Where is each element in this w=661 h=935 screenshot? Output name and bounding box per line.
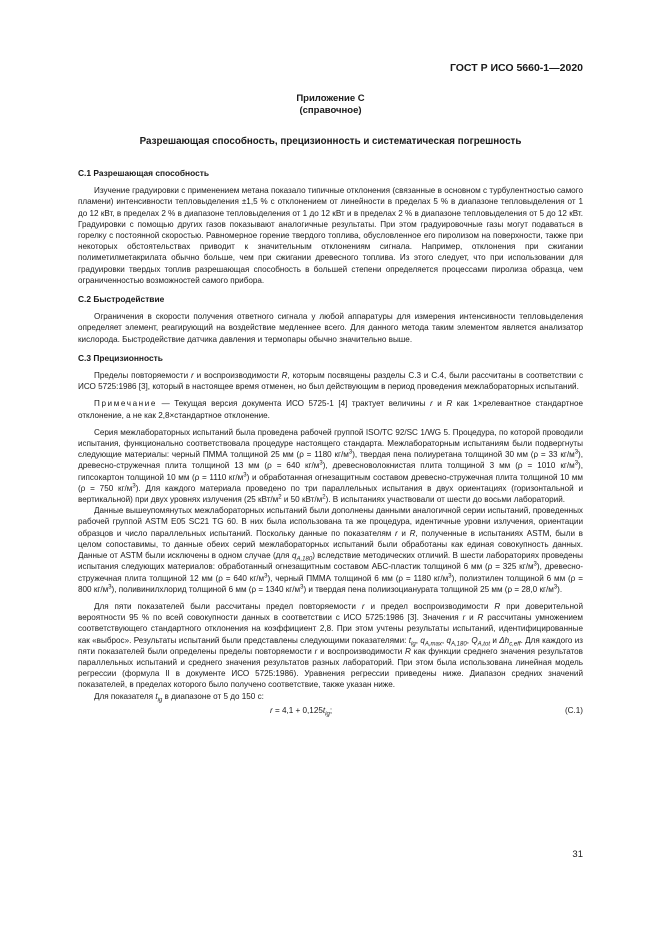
formula-expression: $r = 4,1 + 0,125t_{ig}$; <box>270 705 333 718</box>
note-label: Примечание <box>94 399 158 409</box>
paragraph-c3-tig: Для показателя $t_{ig}$ в диапазоне от 5 до 150 с: <box>94 691 264 704</box>
standard-code-header: ГОСТ Р ИСО 5660-1—2020 <box>449 62 583 74</box>
paragraph-c3-limits: Для пяти показателей были рассчитаны предел повторяемости r и предел воспроизводимости R при доверительной вероятности 95 % по всей совокупности данных в соответствии с ИСО 5725:1986 [3]. Значения r и R рассчитаны умножением соответствующего стандартного отклонения на коэффициент 2,8. При этом учтены результаты испытаний, идентифицированные как «выброс». Результаты испытаний были представлены следующими показателями: $t_{ig}$, $q_{A,max}$, $q_{A,180}$, $Q_{A,tot}$ и $\Delta h_{c,eff}$. Для каждого из пяти показателей были определены пределы повторяемости r и воспроизводимости R как функции среднего значения результатов параллельных испытаний и среднего значения результатов разных лабораторий. При этом была использована линейная модель регрессии (формула II в документе ИСО 5725:1986). Уравнения регрессии приведены ниже. Диапазон средних значений показателей, в пределах которого было получено соответствие, также указан ниже. <box>78 601 584 690</box>
paragraph-c3-intro: Пределы повторяемости r и воспроизводимости R, которым посвящены разделы С.3 и С.4, были рассчитаны в соответствии с ИСО 5725:1986 [3], который в настоящее время отменен, но был действующим в период проведения межлабораторных испытаний. <box>78 371 584 392</box>
formula-number: (С.1) <box>564 705 583 715</box>
page-number: 31 <box>572 849 583 860</box>
appendix-heading <box>0 93 661 117</box>
paragraph-c2-response: Ограничения в скорости получения ответного сигнала у любой аппаратуры для измерения интенсивности тепловыделения определяет элемент, реагирующий на воздействие медленнее всего. Для данного метода таким элементом является анализатор кислорода. Быстродействие датчика давления и термопары обычно значительно выше. <box>78 312 583 344</box>
paragraph-c3-astm: Данные вышеупомянутых межлабораторных испытаний были дополнены данными аналогичной серии испытаний, проведенных рабочей группой ASTM E05 SC21 TG 60. В них была использована та же процедура, идентичные уровни излучения, ориентации образцов и число параллельных испытаний. Поскольку данные по показателям r и R, полученные в испытаниях ASTM, были в целом сопоставимы, то данные обеих серий межлабораторных испытаний были обработаны как единая совокупность данных. Данные от ASTM были исключены в одном случае (для $q_{A,180}$) вследствие методических отличий. В шести лабораториях проведены испытания следующих материалов: обработанный огнезащитным составом АБС-пластик толщиной 6 мм (ρ = 325 $кг/м^3$), древесно-стружечная плита толщиной 12 мм (ρ = 640 $кг/м^3$), черный ПММА толщиной 6 мм (ρ = 1180 $кг/м^3$), полиэтилен толщиной 6 мм (ρ = 800 $кг/м^3$), поливинилхлорид толщиной 6 мм (ρ = 1340 $кг/м^3$) и твердая пена полиизоциануратa толщиной 25 мм (ρ = 28,0 $кг/м^3$). <box>78 506 583 594</box>
paragraph-c1-resolution: Изучение градуировки с применением метана показало типичные отклонения (связанные в основном с турбулентностью самого пламени) интенсивности тепловыделения ±1,5 % с отклонением от линейности в пределах 5 % в диапазоне тепловыделения от 1 до 12 кВт, в пределах 2 % в диапазоне тепловыделения от 1 до 12 кВт и в пределах 2 % в диапазоне тепловыделения от 5 до 12 кВт. Градуировки с помощью других газов показывают аналогичные результаты. При этом градуировочные газы могут подаваться в горелку с постоянной скоростью. Равномерное горение твердого топлива, обусловленное его пиролизом на поверхности, также при некоторых обстоятельствах приводит к значительным отклонениям сигнала. Например, отклонения при сжигании полиметилметакрилата обычно больше, чем при сжигании древесного топлива. Из этого следует, что при использовании для градуировки твердых топлив разрешающая способность в большей степени определяется процессами пиролиза образца, чем ограниченностью возможностей самого прибора. <box>78 186 583 285</box>
note-paragraph: Примечание — Текущая версия документа ИСО 5725-1 [4] трактует величины r и R как 1×релевантное стандартное отклонение, а не как 2,8×стандартное отклонение. <box>78 399 584 420</box>
paragraph-c3-series: Серия межлабораторных испытаний была проведена рабочей группой ISO/TC 92/SC 1/WG 5. Процедура, по которой проводили испытания, функционально соответствовала процедуре настоящего стандарта. Межлабораторным испытаниям были подвергнуты следующие материалы: черный ПММА толщиной 25 мм (ρ = 1180 $кг/м^3$), твердая пена полиуретана толщиной 30 мм (ρ = 33 $кг/м^3$), древесно-стружечная плита толщиной 13 мм (ρ = 640 $кг/м^3$), древесноволокнистая плита толщиной 3 мм (ρ = 1010 $кг/м^3$), гипсокартон толщиной 10 мм (ρ = 1110 $кг/м^3$) и обработанная огнезащитным составом древесно-стружечная плита толщиной 10 мм (ρ = 750 $кг/м^3$). Для каждого материала проведено по три параллельных испытания в двух ориентациях (горизонтальной и вертикальной) при двух уровнях излучения (25 кВт/$м^2$ и 50 кВт/$м^2$). В испытаниях участвовали от шести до восьми лабораторий. <box>78 427 583 505</box>
main-title: Разрешающая способность, прецизионность и систематическая погрешность <box>139 136 522 147</box>
section-heading-c1: С.1 Разрешающая способность <box>78 168 210 178</box>
appendix-subtitle: (справочное) <box>299 105 362 116</box>
section-heading-c2: С.2 Быстродействие <box>78 294 165 305</box>
section-heading-c3: С.3 Прецизионность <box>78 352 163 363</box>
appendix-title: Приложение С <box>296 93 365 104</box>
formula-c1 <box>78 705 583 719</box>
document-body <box>78 168 583 719</box>
